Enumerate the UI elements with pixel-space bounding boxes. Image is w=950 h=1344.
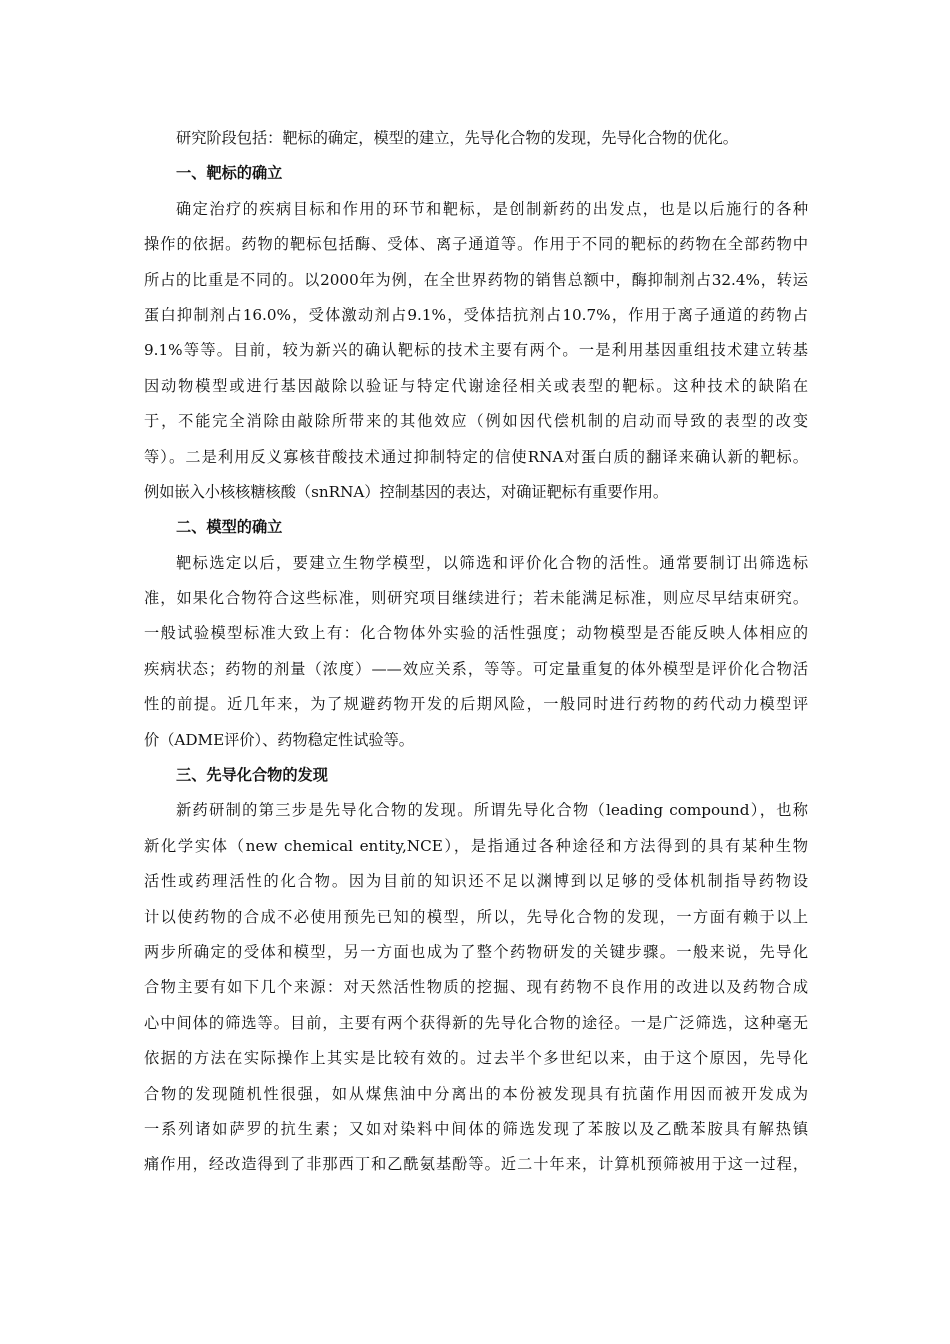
paragraph-line: 一系列诸如萨罗的抗生素；又如对染料中间体的筛选发现了苯胺以及乙酰苯胺具有解热镇 xyxy=(144,1119,808,1138)
paragraph-line: 9.1%等等。目前，较为新兴的确认靶标的技术主要有两个。一是利用基因重组技术建立转基 xyxy=(144,341,808,360)
paragraph-line: 性的前提。近几年来，为了规避药物开发的后期风险，一般同时进行药物的药代动力模型评 xyxy=(144,695,808,714)
paragraph-line: 于，不能完全消除由敲除所带来的其他效应（例如因代偿机制的启动而导致的表型的改变 xyxy=(144,412,808,431)
paragraph-line: 新药研制的第三步是先导化合物的发现。所谓先导化合物（leading compound），也称 xyxy=(176,801,808,820)
paragraph-line: 心中间体的筛选等。目前，主要有两个获得新的先导化合物的途径。一是广泛筛选，这种毫无 xyxy=(144,1013,808,1032)
paragraph-line: 蛋白抑制剂占16.0%，受体激动剂占9.1%，受体拮抗剂占10.7%，作用于离子通道的药物占 xyxy=(144,305,808,324)
paragraph-line: 靶标选定以后，要建立生物学模型，以筛选和评价化合物的活性。通常要制订出筛选标 xyxy=(176,553,808,572)
section-heading-targets: 一、靶标的确立 xyxy=(176,164,283,183)
paragraph-line: 准，如果化合物符合这些标准，则研究项目继续进行；若未能满足标准，则应尽早结束研究。 xyxy=(144,589,808,608)
paragraph-line: 等）。二是利用反义寡核苷酸技术通过抑制特定的信使RNA对蛋白质的翻译来确认新的靶标。 xyxy=(144,447,808,466)
section-heading-lead-compounds: 三、先导化合物的发现 xyxy=(176,766,328,785)
paragraph-line: 疾病状态；药物的剂量（浓度）——效应关系，等等。可定量重复的体外模型是评价化合物活 xyxy=(144,659,808,678)
paragraph-line: 确定治疗的疾病目标和作用的环节和靶标，是创制新药的出发点，也是以后施行的各种 xyxy=(176,199,808,218)
paragraph-line: 痛作用，经改造得到了非那西丁和乙酰氨基酚等。近二十年来，计算机预筛被用于这一过程， xyxy=(144,1155,808,1174)
section-heading-models: 二、模型的确立 xyxy=(176,518,283,537)
paragraph-line: 例如嵌入小核核糖核酸（snRNA）控制基因的表达，对确证靶标有重要作用。 xyxy=(144,482,669,501)
paragraph-line: 两步所确定的受体和模型，另一方面也成为了整个药物研发的关键步骤。一般来说，先导化 xyxy=(144,942,808,961)
paragraph-line: 一般试验模型标准大致上有：化合物体外实验的活性强度；动物模型是否能反映人体相应的 xyxy=(144,624,808,643)
paragraph-line: 所占的比重是不同的。以2000年为例，在全世界药物的销售总额中，酶抑制剂占32.4%，转运 xyxy=(144,270,808,289)
paragraph-line: 价（ADME评价）、药物稳定性试验等。 xyxy=(144,730,414,749)
paragraph-line: 新化学实体（new chemical entity,NCE），是指通过各种途径和方法得到的具有某种生物 xyxy=(144,836,808,855)
paragraph-line: 因动物模型或进行基因敲除以验证与特定代谢途径相关或表型的靶标。这种技术的缺陷在 xyxy=(144,376,808,395)
paragraph-line: 合物的发现随机性很强，如从煤焦油中分离出的本份被发现具有抗菌作用因而被开发成为 xyxy=(144,1084,808,1103)
paragraph-line: 合物主要有如下几个来源：对天然活性物质的挖掘、现有药物不良作用的改进以及药物合成 xyxy=(144,978,808,997)
paragraph-line: 活性或药理活性的化合物。因为目前的知识还不足以渊博到以足够的受体机制指导药物设 xyxy=(144,872,808,891)
paragraph-line: 计以使药物的合成不必使用预先已知的模型，所以，先导化合物的发现，一方面有赖于以上 xyxy=(144,907,808,926)
intro-paragraph: 研究阶段包括：靶标的确定，模型的建立，先导化合物的发现，先导化合物的优化。 xyxy=(176,129,738,147)
paragraph-line: 操作的依据。药物的靶标包括酶、受体、离子通道等。作用于不同的靶标的药物在全部药物中 xyxy=(144,235,808,254)
document-page xyxy=(144,121,808,1183)
paragraph-line: 依据的方法在实际操作上其实是比较有效的。过去半个多世纪以来，由于这个原因，先导化 xyxy=(144,1049,808,1068)
